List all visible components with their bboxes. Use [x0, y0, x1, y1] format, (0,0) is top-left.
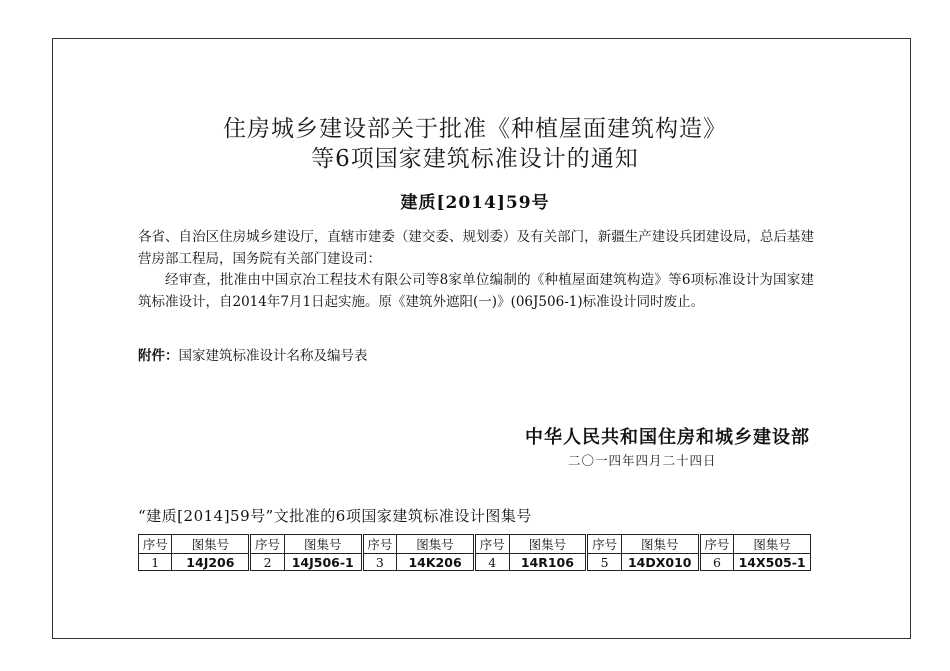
code-cell: 14X505-1 [734, 554, 811, 571]
issuing-authority: 中华人民共和国住房和城乡建设部 [525, 427, 810, 448]
header-seq: 序号 [250, 535, 285, 554]
document-number: 建质[2014]59号 [400, 193, 550, 213]
code-cell: 14DX010 [621, 554, 699, 571]
seq-cell: 4 [474, 554, 509, 571]
addressee-paragraph: 各省、自治区住房城乡建设厅，直辖市建委（建交委、规划委）及有关部门，新疆生产建设兵团建设局，总后基建营房部工程局，国务院有关部门建设司： [138, 229, 814, 267]
body-paragraph: 经审查，批准由中国京冶工程技术有限公司等8家单位编制的《种植屋面建筑构造》等6项标准设计为国家建筑标准设计，自2014年7月1日起实施。原《建筑外遮阳(一)》(06J506-1)标准设计同时废止。 [138, 272, 814, 310]
seq-cell: 5 [587, 554, 622, 571]
code-cell: 14J506-1 [284, 554, 362, 571]
code-cell: 14J206 [172, 554, 250, 571]
header-seq: 序号 [139, 535, 172, 554]
attachment-line [138, 344, 368, 364]
table-caption: “建质[2014]59号”文批准的6项国家建筑标准设计图集号 [138, 507, 532, 525]
seq-cell: 3 [362, 554, 397, 571]
code-cell: 14R106 [509, 554, 587, 571]
table-row [139, 554, 811, 571]
header-seq: 序号 [699, 535, 734, 554]
notice-title-line2: 等6项国家建筑标准设计的通知 [311, 146, 639, 172]
notice-title-line1: 住房城乡建设部关于批准《种植屋面建筑构造》 [223, 116, 727, 142]
seq-cell: 2 [250, 554, 285, 571]
seq-cell: 6 [699, 554, 734, 571]
table-header-row [139, 535, 811, 554]
atlas-number-table [138, 534, 811, 571]
header-code: 图集号 [284, 535, 362, 554]
header-code: 图集号 [509, 535, 587, 554]
header-code: 图集号 [734, 535, 811, 554]
header-seq: 序号 [587, 535, 622, 554]
header-code: 图集号 [172, 535, 250, 554]
seq-cell: 1 [139, 554, 172, 571]
header-code: 图集号 [397, 535, 475, 554]
header-seq: 序号 [474, 535, 509, 554]
header-code: 图集号 [621, 535, 699, 554]
issue-date: 二〇一四年四月二十四日 [568, 453, 717, 468]
attachment-text: 国家建筑标准设计名称及编号表 [178, 348, 368, 364]
header-seq: 序号 [362, 535, 397, 554]
attachment-label: 附件： [138, 348, 179, 364]
code-cell: 14K206 [397, 554, 475, 571]
